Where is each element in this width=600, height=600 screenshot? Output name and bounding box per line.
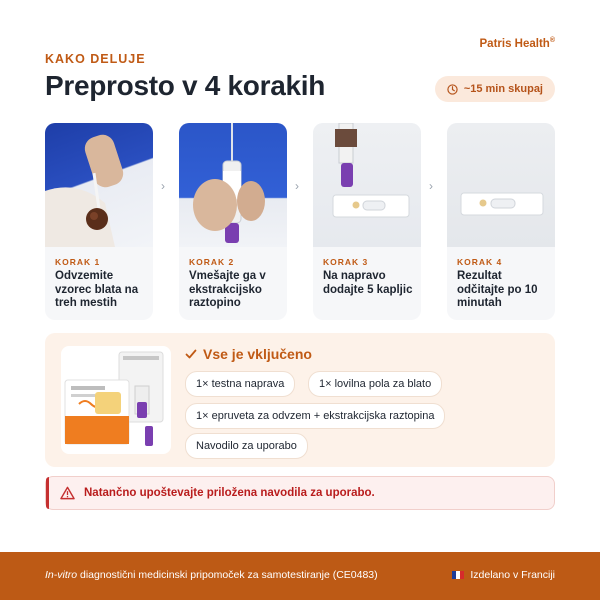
brand-mark: ® [549, 37, 555, 44]
step-2-label: KORAK 2 [189, 257, 235, 267]
step-4-photo [447, 123, 555, 247]
step-4-label: KORAK 4 [457, 257, 503, 267]
kit-image [61, 346, 171, 454]
included-title-text: Vse je vključeno [203, 346, 312, 362]
duration-badge [435, 76, 555, 102]
checkmark-icon [185, 348, 197, 360]
footer-text: diagnostični medicinski pripomoček za samotestiranje (CE0483) [77, 569, 378, 581]
step-card-3 [313, 123, 421, 320]
step-1-label: KORAK 1 [55, 257, 101, 267]
step-2-photo [179, 123, 287, 247]
included-item: 1× epruveta za odvzem + ekstrakcijska raztopina [185, 403, 445, 429]
duration-text: ~15 min skupaj [463, 83, 543, 95]
chevron-right-icon: › [161, 179, 165, 193]
page-title: Preprosto v 4 korakih [45, 70, 326, 101]
included-panel [45, 333, 555, 467]
step-card-1 [45, 123, 153, 320]
chevron-right-icon: › [295, 179, 299, 193]
chevron-right-icon: › [429, 179, 433, 193]
section-eyebrow: KAKO DELUJE [45, 52, 146, 66]
warning-text: Natančno upoštevajte priložena navodila za uporabo. [84, 487, 375, 499]
step-4-text: Rezultat odčitajte po 10 minutah [457, 270, 538, 309]
step-1-text: Odvzemite vzorec blata na treh mestih [55, 270, 139, 309]
included-item: 1× testna naprava [185, 371, 295, 397]
step-2-text: Vmešajte ga v ekstrakcijsko raztopino [189, 270, 266, 309]
step-3-label: KORAK 3 [323, 257, 369, 267]
warning-triangle-icon [60, 486, 75, 500]
france-flag-icon [452, 571, 464, 579]
brand-name: Patris Health [479, 37, 550, 50]
included-title [185, 346, 312, 362]
origin-text: Izdelano v Franciji [470, 569, 555, 581]
included-item: Navodilo za uporabo [185, 433, 308, 459]
step-card-4 [447, 123, 555, 320]
brand-logo [480, 37, 555, 50]
footer-disclaimer [45, 569, 378, 581]
warning-accent-bar [46, 477, 49, 509]
step-3-photo [313, 123, 421, 247]
step-card-2 [179, 123, 287, 320]
step-1-photo [45, 123, 153, 247]
footer-bar [0, 552, 600, 600]
steps-row [45, 123, 555, 320]
step-3-text: Na napravo dodajte 5 kapljic [323, 270, 413, 296]
footer-origin [452, 569, 555, 581]
footer-prefix: In-vitro [45, 569, 78, 581]
included-item: 1× lovilna pola za blato [308, 371, 442, 397]
warning-banner [45, 476, 555, 510]
clock-icon [447, 84, 458, 95]
